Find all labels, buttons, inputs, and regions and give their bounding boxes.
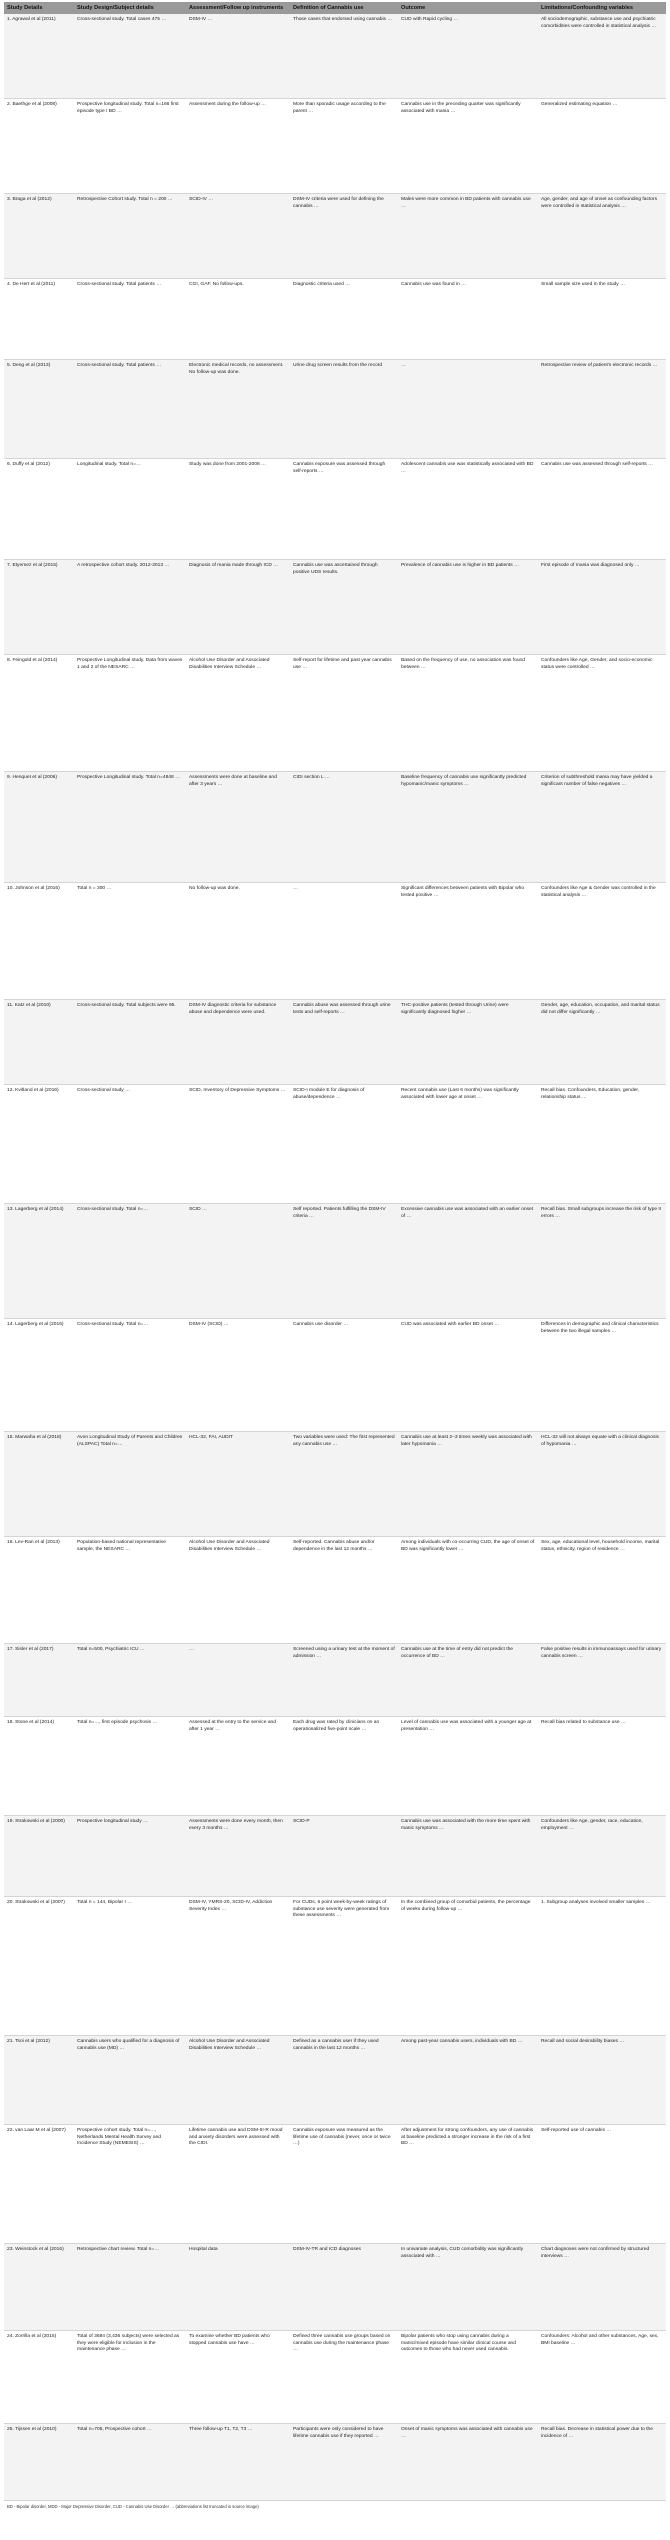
table-cell-definition: Self-report for lifetime and past year cannabis use … bbox=[290, 655, 398, 772]
table-cell-definition: Urine drug screen results from the record bbox=[290, 360, 398, 459]
table-cell-limitations: HCL-32 will not always equate with a clinical diagnosis of hypomania … bbox=[538, 1432, 666, 1537]
table-cell-assessment: CGI, GAF. No follow-ups. bbox=[186, 279, 290, 360]
table-cell-limitations: Sex, age, educational level, household income, marital status, ethnicity, region of residence … bbox=[538, 1537, 666, 1644]
table-row bbox=[4, 655, 666, 772]
table-cell-assessment: Three follow-up T1, T2, T3 … bbox=[186, 2424, 290, 2501]
table-cell-outcome: In univariate analysis, CUD comorbidity was significantly associated with … bbox=[398, 2244, 538, 2331]
table-cell-limitations: Small sample size used in the study … bbox=[538, 279, 666, 360]
table-cell-design: Avon Longitudinal Study of Parents and Children (ALSPAC) Total n=… bbox=[74, 1432, 186, 1537]
table-cell-design: Cross-sectional study. Total n=… bbox=[74, 1204, 186, 1319]
table-cell-definition: Cannabis use was ascertained through positive UDS results. bbox=[290, 560, 398, 655]
table-cell-outcome: Cannabis use at the time of entry did not predict the occurrence of BD … bbox=[398, 1644, 538, 1717]
table-cell-design: Longitudinal study. Total n=… bbox=[74, 459, 186, 560]
table-cell-assessment: Study was done from 2001-2008 … bbox=[186, 459, 290, 560]
table-cell-limitations: Self-reported use of cannabis … bbox=[538, 2125, 666, 2244]
header-cell: Definition of Cannabis use bbox=[290, 2, 398, 14]
table-cell-study: 24. Zorrilla et al (2015) bbox=[4, 2331, 74, 2424]
table-cell-study: 6. Duffy et al (2012) bbox=[4, 459, 74, 560]
table-row bbox=[4, 1717, 666, 1816]
table-cell-limitations: Confounders like Age, Gender, and socio-economic status were controlled … bbox=[538, 655, 666, 772]
table-cell-design: Population-based national representative sample, the NESARC … bbox=[74, 1537, 186, 1644]
table-cell-outcome: Cannabis use in the preceding quarter was significantly associated with mania … bbox=[398, 99, 538, 194]
table-cell-assessment: Alcohol Use Disorder and Associated Disabilities Interview Schedule … bbox=[186, 1537, 290, 1644]
table-cell-assessment: Alcohol Use Disorder and Associated Disabilities Interview Schedule … bbox=[186, 2036, 290, 2125]
table-cell-definition: Self reported. Patients fulfilling the DSM-IV criteria … bbox=[290, 1204, 398, 1319]
table-cell-design: Cross-sectional study … bbox=[74, 1085, 186, 1204]
header-cell: Limitations/Confounding variables bbox=[538, 2, 666, 14]
table-row bbox=[4, 1432, 666, 1537]
table-cell-study: 19. Strakowski et al (2000) bbox=[4, 1816, 74, 1897]
table-cell-study: 11. Katz et al (2010) bbox=[4, 1000, 74, 1085]
table-cell-assessment: … bbox=[186, 1644, 290, 1717]
table-cell-definition: Screened using a urinary test at the moment of admission … bbox=[290, 1644, 398, 1717]
table-cell-study: 4. De Hert et al (2011) bbox=[4, 279, 74, 360]
table-row bbox=[4, 2125, 666, 2244]
table-cell-definition: Cannabis exposure was measured as the lifetime use of cannabis (never, once or twice …) bbox=[290, 2125, 398, 2244]
header-cell: Study Details bbox=[4, 2, 74, 14]
table-cell-assessment: Assessments were done at baseline and after 3 years … bbox=[186, 772, 290, 883]
table-cell-assessment: DSM-IV (SCID) … bbox=[186, 1319, 290, 1432]
table-cell-outcome: CUD with Rapid cycling … bbox=[398, 14, 538, 99]
table-cell-study: 5. Deng et al (2013) bbox=[4, 360, 74, 459]
table-cell-limitations: Recall bias. Decrease in statistical power due to the incidence of … bbox=[538, 2424, 666, 2501]
table-cell-outcome: In the combined group of comorbid patients, the percentage of weeks during follow-up … bbox=[398, 1897, 538, 2036]
table-cell-assessment: Hospital data bbox=[186, 2244, 290, 2331]
table-footnote: BD - Bipolar disorder, MDD - Major Depressive Disorder, CUD - Cannabis Use Disorder … (abbreviations list truncated in source image) bbox=[7, 2504, 259, 2510]
table-cell-limitations: Retrospective review of patient's electronic records … bbox=[538, 360, 666, 459]
table-row bbox=[4, 459, 666, 560]
studies-table bbox=[4, 2, 666, 2501]
table-cell-design: Cannabis users who qualified for a diagnosis of cannabis use (MD) … bbox=[74, 2036, 186, 2125]
table-cell-design: Total n = 300 … bbox=[74, 883, 186, 1000]
table-cell-study: 15. Marwaha et al (2018) bbox=[4, 1432, 74, 1537]
table-cell-definition: Self-reported. Cannabis abuse and/or dependence in the last 12 months … bbox=[290, 1537, 398, 1644]
table-cell-limitations: Recall bias. Small subgroups increase the risk of type II errors … bbox=[538, 1204, 666, 1319]
table-cell-assessment: SCID, Inventory of Depressive Symptoms … bbox=[186, 1085, 290, 1204]
table-cell-definition: Each drug was rated by clinicians on an operationalized five-point scale … bbox=[290, 1717, 398, 1816]
table-cell-limitations: All sociodemographic, substance use and psychiatric comorbidities were controlled in statistical analysis … bbox=[538, 14, 666, 99]
table-row bbox=[4, 2244, 666, 2331]
table-cell-limitations: Gender, age, education, occupation, and marital status did not differ significantly … bbox=[538, 1000, 666, 1085]
table-cell-outcome: Cannabis use was associated with the more time spent with manic symptoms … bbox=[398, 1816, 538, 1897]
table-cell-definition: Participants were only considered to have lifetime cannabis use if they reported … bbox=[290, 2424, 398, 2501]
table-cell-assessment: To examine whether BD patients who stopped cannabis use have … bbox=[186, 2331, 290, 2424]
table-cell-design: Total n=705, Prospective cohort … bbox=[74, 2424, 186, 2501]
table-cell-study: 16. Lev-Ran et al (2013) bbox=[4, 1537, 74, 1644]
table-cell-assessment: Assessed at the entry to the service and after 1 year … bbox=[186, 1717, 290, 1816]
table-cell-design: Prospective longitudinal study … bbox=[74, 1816, 186, 1897]
table-row bbox=[4, 2424, 666, 2501]
table-cell-design: Total of 3684 (3,436 subjects) were selected as they were eligible for inclusion in the maintenance phase … bbox=[74, 2331, 186, 2424]
table-cell-design: Cross-sectional study. Total patients … bbox=[74, 279, 186, 360]
table-cell-assessment: No follow-up was done. bbox=[186, 883, 290, 1000]
table-cell-definition: SCID-P bbox=[290, 1816, 398, 1897]
table-cell-design: Prospective longitudinal study. Total n=166 first episode type I BD … bbox=[74, 99, 186, 194]
table-cell-design: Total n=…, first episode psychosis … bbox=[74, 1717, 186, 1816]
table-cell-limitations: Recall bias. Confounders, Education, gender, relationship status … bbox=[538, 1085, 666, 1204]
table-cell-definition: DSM-IV-TR and ICD diagnoses bbox=[290, 2244, 398, 2331]
table-cell-assessment: Assessments were done every month, then every 3 months … bbox=[186, 1816, 290, 1897]
table-cell-study: 1. Agrawal et al (2011) bbox=[4, 14, 74, 99]
table-cell-limitations: Confounders like Age, gender, race, education, employment … bbox=[538, 1816, 666, 1897]
table-row bbox=[4, 560, 666, 655]
table-cell-outcome: Recent cannabis use (Last 6 months) was significantly associated with lower age at onset … bbox=[398, 1085, 538, 1204]
header-cell: Assessment/Follow up instruments bbox=[186, 2, 290, 14]
table-cell-definition: Diagnostic criteria used … bbox=[290, 279, 398, 360]
table-cell-study: 14. Lagerberg et al (2016) bbox=[4, 1319, 74, 1432]
table-row bbox=[4, 883, 666, 1000]
table-cell-assessment: Lifetime cannabis use and DSM-III-R mood and anxiety disorders were assessed with the CIDI. bbox=[186, 2125, 290, 2244]
table-cell-outcome: Among individuals with co-occurring CUD, the age of onset of BD was significantly lower … bbox=[398, 1537, 538, 1644]
table-cell-limitations: Age, gender, and age of onset as confounding factors were controlled in statistical analysis … bbox=[538, 194, 666, 279]
table-cell-assessment: HCL-32, FAI, AUDIT bbox=[186, 1432, 290, 1537]
table-cell-design: Retrospective Cohort study. Total n = 200 … bbox=[74, 194, 186, 279]
table-cell-definition: More than sporadic usage according to the parent … bbox=[290, 99, 398, 194]
table-cell-definition: Defined as a cannabis user if they used cannabis in the last 12 months … bbox=[290, 2036, 398, 2125]
table-cell-design: Total n=500, Psychiatric ICU … bbox=[74, 1644, 186, 1717]
table-cell-study: 17. Sisler et al (2017) bbox=[4, 1644, 74, 1717]
table-cell-assessment: DSM-IV, YMRS-20, SCID-IV, Addiction Severity Index … bbox=[186, 1897, 290, 2036]
table-row bbox=[4, 194, 666, 279]
table-cell-design: Prospective Longitudinal study. Total n=4848 … bbox=[74, 772, 186, 883]
header-cell: Study Design/Subject details bbox=[74, 2, 186, 14]
table-cell-outcome: Adolescent cannabis use was statistically associated with BD … bbox=[398, 459, 538, 560]
table-cell-study: 25. Tijssen et al (2010) bbox=[4, 2424, 74, 2501]
header-cell: Outcome bbox=[398, 2, 538, 14]
table-cell-study: 13. Lagerberg et al (2014) bbox=[4, 1204, 74, 1319]
table-cell-limitations: Chart diagnoses were not confirmed by structured interviews … bbox=[538, 2244, 666, 2331]
table-cell-limitations: 1. Subgroup analyses involved smaller samples … bbox=[538, 1897, 666, 2036]
table-cell-limitations: Confounders like Age & Gender was controlled in the statistical analysis … bbox=[538, 883, 666, 1000]
table-cell-study: 7. Etyemez et al (2015) bbox=[4, 560, 74, 655]
table-cell-limitations: Differences in demographic and clinical characteristics between the two illegal samples … bbox=[538, 1319, 666, 1432]
table-row bbox=[4, 2036, 666, 2125]
table-cell-design: Cross-sectional study. Total n=… bbox=[74, 1319, 186, 1432]
table-row bbox=[4, 1644, 666, 1717]
table-cell-outcome: Onset of manic symptoms was associated with cannabis use … bbox=[398, 2424, 538, 2501]
table-cell-outcome: CUD was associated with earlier BD onset … bbox=[398, 1319, 538, 1432]
table-cell-assessment: Electronic medical records, no assessment. No follow-up was done. bbox=[186, 360, 290, 459]
table-cell-design: Cross-sectional study. Total cases 475 … bbox=[74, 14, 186, 99]
table-cell-study: 23. Weinstock et al (2016) bbox=[4, 2244, 74, 2331]
table-row bbox=[4, 1319, 666, 1432]
table-cell-design: A retrospective cohort study. 2012-2013 … bbox=[74, 560, 186, 655]
table-cell-assessment: Assessment during the follow-up … bbox=[186, 99, 290, 194]
table-cell-limitations: Criterion of subthreshold mania may have yielded a significant number of false negatives … bbox=[538, 772, 666, 883]
table-row bbox=[4, 1537, 666, 1644]
table-cell-definition: Two variables were used: The first represented any cannabis use … bbox=[290, 1432, 398, 1537]
table-cell-definition: Defined three cannabis use groups based on cannabis use during the maintenance phase … bbox=[290, 2331, 398, 2424]
table-cell-study: 12. Kvitland et al (2016) bbox=[4, 1085, 74, 1204]
table-cell-design: Prospective cohort study. Total n=…, Netherlands Mental Health Survey and Incidence Study (NEMESIS) … bbox=[74, 2125, 186, 2244]
table-cell-outcome: Baseline frequency of cannabis use significantly predicted hypomanic/manic symptoms … bbox=[398, 772, 538, 883]
table-row bbox=[4, 1816, 666, 1897]
table-cell-definition: Cannabis abuse was assessed through urine tests and self-reports … bbox=[290, 1000, 398, 1085]
table-cell-study: 9. Henquet et al (2006) bbox=[4, 772, 74, 883]
table-row bbox=[4, 772, 666, 883]
table-cell-study: 20. Strakowski et al (2007) bbox=[4, 1897, 74, 2036]
table-cell-limitations: Recall and social desirability biases … bbox=[538, 2036, 666, 2125]
table-cell-outcome: Prevalence of cannabis use is higher in BD patients … bbox=[398, 560, 538, 655]
table-cell-outcome: … bbox=[398, 360, 538, 459]
table-cell-definition: CIDI section L … bbox=[290, 772, 398, 883]
table-row bbox=[4, 1204, 666, 1319]
table-cell-study: 22. van Laar M et al (2007) bbox=[4, 2125, 74, 2244]
table-cell-assessment: Alcohol Use Disorder and Associated Disabilities Interview Schedule … bbox=[186, 655, 290, 772]
table-row bbox=[4, 1085, 666, 1204]
table-cell-study: 8. Feingold et al (2014) bbox=[4, 655, 74, 772]
table-cell-limitations: Cannabis use was assessed through self-reports … bbox=[538, 459, 666, 560]
table-cell-design: Total n = 144, Bipolar I … bbox=[74, 1897, 186, 2036]
table-cell-design: Cross-sectional study. Total patients … bbox=[74, 360, 186, 459]
table-cell-study: 2. Baethge et al (2008) bbox=[4, 99, 74, 194]
table-cell-assessment: DSM-IV diagnostic criteria for substance abuse and dependence were used. bbox=[186, 1000, 290, 1085]
table-cell-assessment: Diagnosis of mania made through ICD … bbox=[186, 560, 290, 655]
table-cell-assessment: DSM-IV … bbox=[186, 14, 290, 99]
table-cell-outcome: Among past-year cannabis users, individuals with BD … bbox=[398, 2036, 538, 2125]
table-cell-outcome: Cannabis use at least 2–3 times weekly was associated with later hypomania … bbox=[398, 1432, 538, 1537]
table-cell-definition: DSM-IV criteria were used for defining the cannabis … bbox=[290, 194, 398, 279]
table-row bbox=[4, 2331, 666, 2424]
table-cell-outcome: Males were more common in BD patients with cannabis use … bbox=[398, 194, 538, 279]
table-cell-outcome: Cannabis use was found in … bbox=[398, 279, 538, 360]
table-row bbox=[4, 1897, 666, 2036]
table-cell-outcome: Excessive cannabis use was associated with an earlier onset of … bbox=[398, 1204, 538, 1319]
table-cell-limitations: First episode of mania was diagnosed only … bbox=[538, 560, 666, 655]
table-cell-definition: For CUDs, 6 point week-by-week ratings of substance use severity were generated from these assessments … bbox=[290, 1897, 398, 2036]
header-row bbox=[4, 2, 666, 14]
table-cell-design: Prospective Longitudinal study. Data from waves 1 and 2 of the NESARC … bbox=[74, 655, 186, 772]
table-row bbox=[4, 279, 666, 360]
table-cell-outcome: After adjustment for strong confounders, any use of cannabis at baseline predicted a stronger increase in the risk of a first BD … bbox=[398, 2125, 538, 2244]
table-cell-limitations: Recall bias related to substance use … bbox=[538, 1717, 666, 1816]
table-cell-outcome: Based on the frequency of use, no association was found between … bbox=[398, 655, 538, 772]
table-cell-outcome: THC-positive patients (tested through Urine) were significantly diagnosed higher … bbox=[398, 1000, 538, 1085]
table-cell-definition: … bbox=[290, 883, 398, 1000]
table-body bbox=[4, 14, 666, 2501]
table-cell-assessment: SCID-IV … bbox=[186, 194, 290, 279]
table-cell-outcome: Bipolar patients who stop using cannabis during a manic/mixed episode have similar clinical course and outcomes to those who had never used cannabis. bbox=[398, 2331, 538, 2424]
table-row bbox=[4, 14, 666, 99]
table-cell-limitations: False positive results in immunoassays used for urinary cannabis screen … bbox=[538, 1644, 666, 1717]
table-cell-definition: Those cases that endorsed using cannabis … bbox=[290, 14, 398, 99]
table-row bbox=[4, 1000, 666, 1085]
table-cell-design: Cross-sectional study. Total subjects were 95. bbox=[74, 1000, 186, 1085]
table-cell-study: 10. Johnson et al (2016) bbox=[4, 883, 74, 1000]
table-cell-study: 21. Tsoi et al (2012) bbox=[4, 2036, 74, 2125]
table-cell-definition: Cannabis exposure was assessed through self-reports … bbox=[290, 459, 398, 560]
table-row bbox=[4, 360, 666, 459]
table-cell-limitations: Confounders: Alcohol and other substances, Age, sex, BMI baseline … bbox=[538, 2331, 666, 2424]
table-cell-limitations: Generalized estimating equation … bbox=[538, 99, 666, 194]
table-header bbox=[4, 2, 666, 14]
table-cell-assessment: SCID … bbox=[186, 1204, 290, 1319]
table-cell-definition: SCID-I module E for diagnosis of abuse/dependence … bbox=[290, 1085, 398, 1204]
table-row bbox=[4, 99, 666, 194]
table-cell-outcome: Significant differences between patients with Bipolar who tested positive … bbox=[398, 883, 538, 1000]
table-cell-study: 18. Stone et al (2014) bbox=[4, 1717, 74, 1816]
table-cell-definition: Cannabis use disorder … bbox=[290, 1319, 398, 1432]
table-cell-outcome: Level of cannabis use was associated with a younger age at presentation … bbox=[398, 1717, 538, 1816]
table-cell-study: 3. Braga et al (2012) bbox=[4, 194, 74, 279]
table-cell-design: Retrospective chart review. Total n=… bbox=[74, 2244, 186, 2331]
